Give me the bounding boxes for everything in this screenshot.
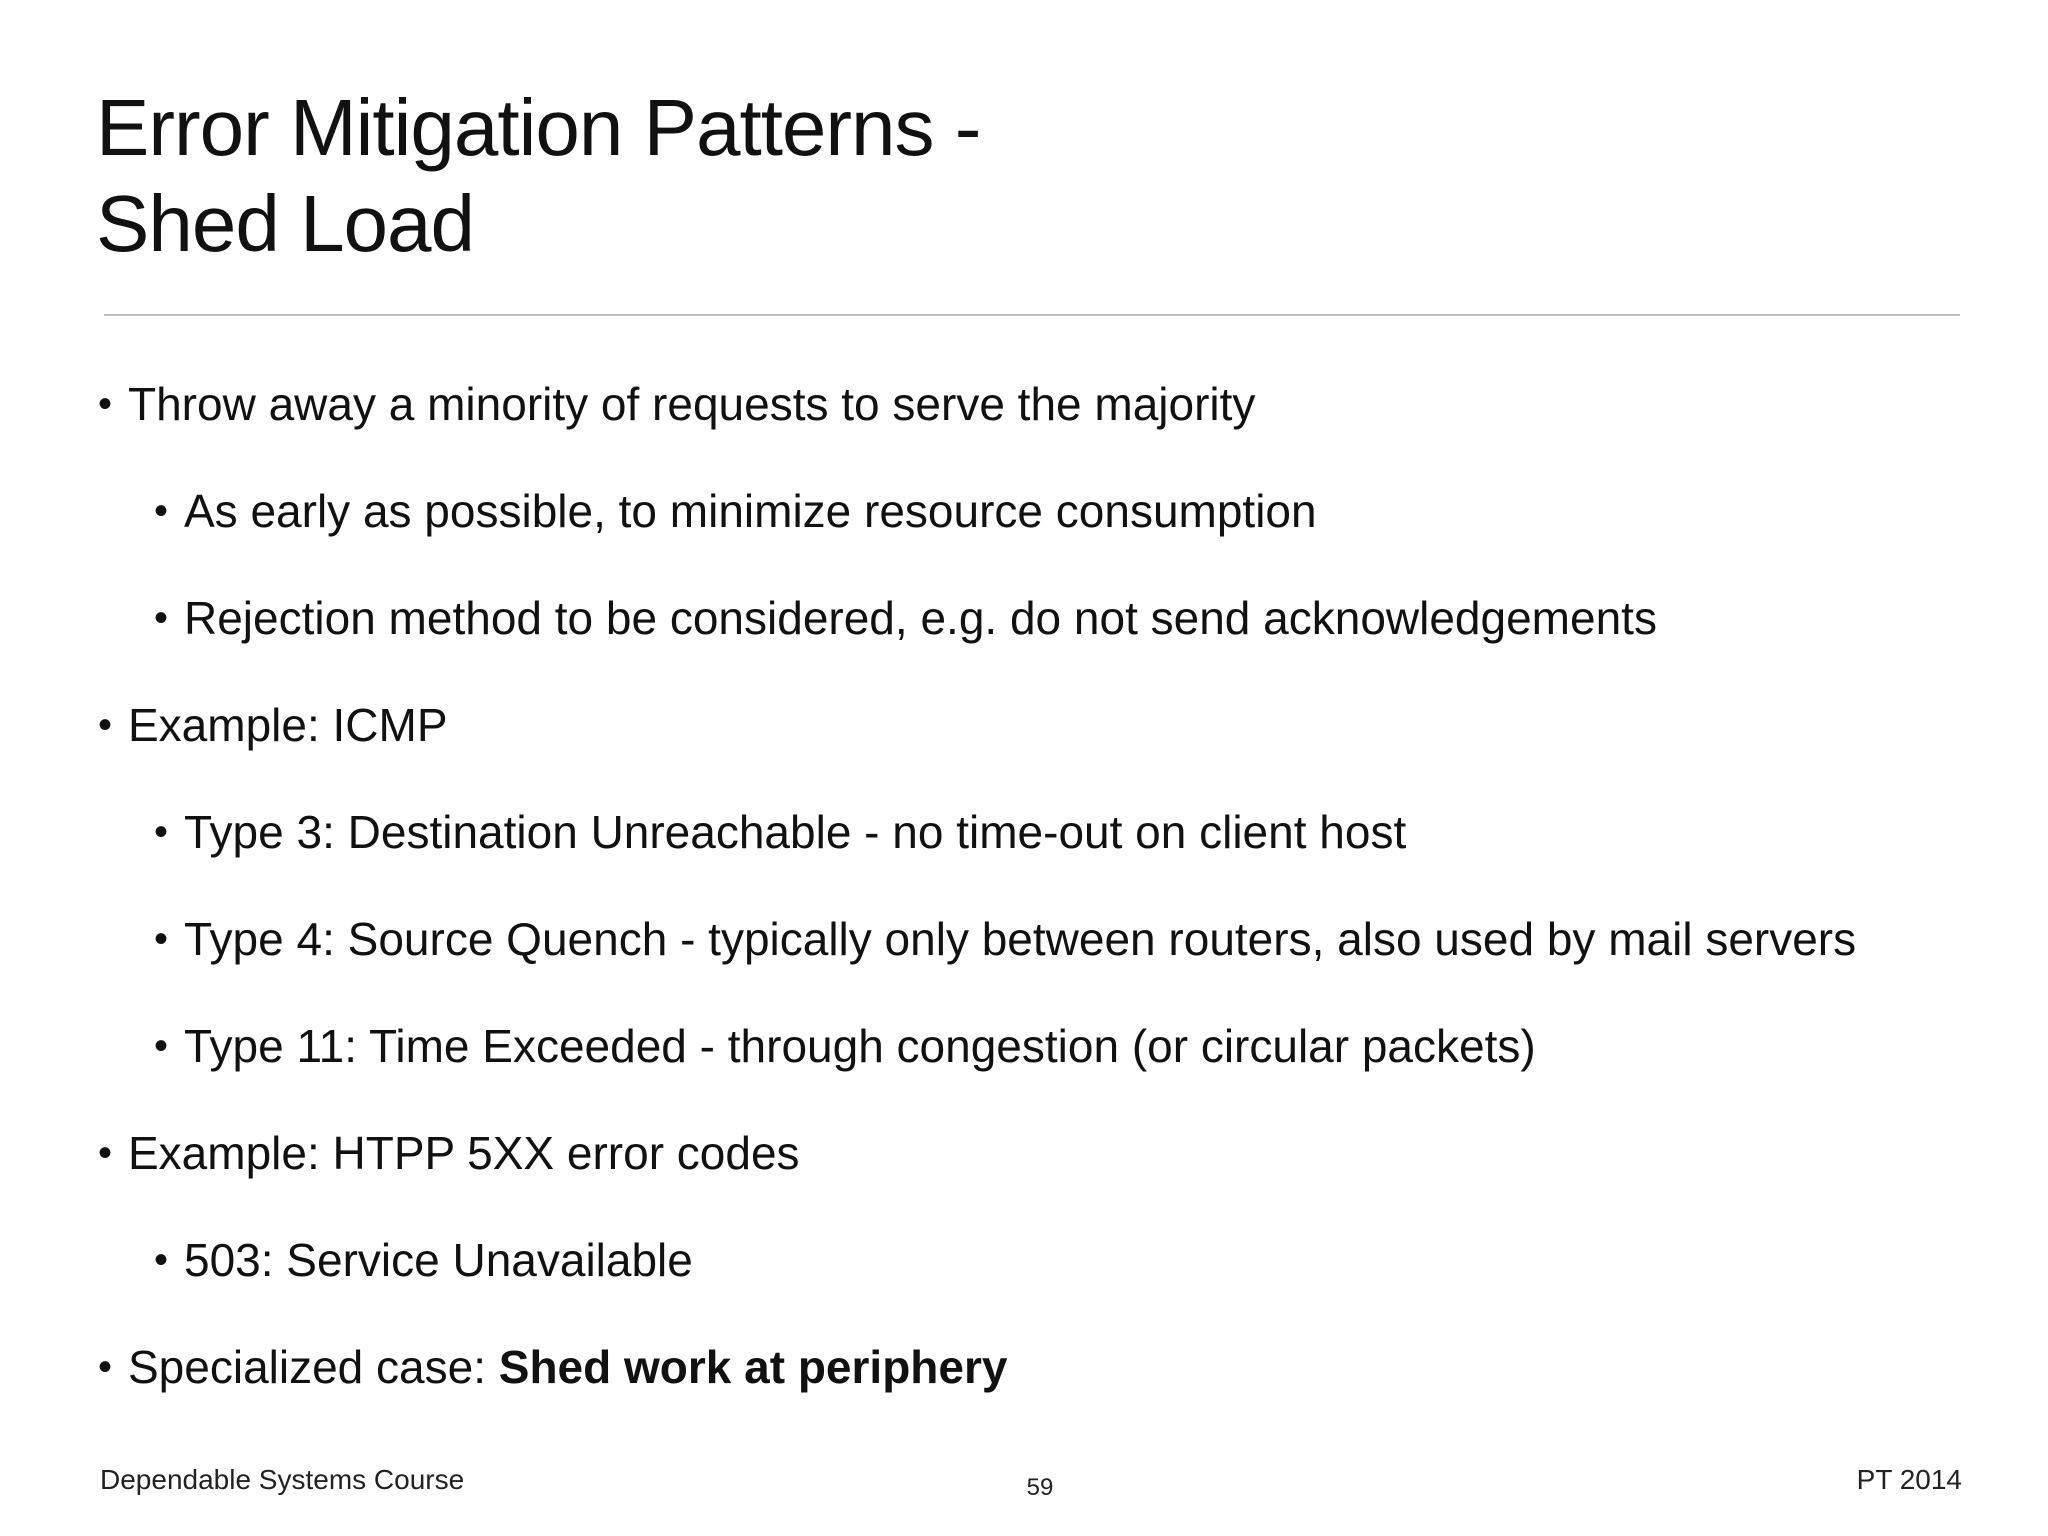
bullet-item: [98, 697, 448, 753]
bullet-item: [98, 1339, 1008, 1395]
bullet-text: Type 11: Time Exceeded - through congestion (or circular packets): [184, 1020, 1536, 1072]
bullet-text: Type 3: Destination Unreachable - no time-out on client host: [184, 806, 1407, 858]
sub-bullet-item: [154, 590, 1657, 646]
sub-bullet-item: [154, 1232, 693, 1288]
sub-bullet-item: [154, 483, 1317, 539]
page-number: 59: [1026, 1474, 1054, 1501]
bullet-dot-icon: •: [98, 703, 113, 747]
bullet-dot-icon: •: [98, 1345, 113, 1389]
title-divider: [104, 314, 1960, 316]
bullet-text: Example: ICMP: [128, 699, 448, 751]
bullet-dot-icon: •: [154, 1238, 169, 1282]
bullet-text: Type 4: Source Quench - typically only between routers, also used by mail servers: [184, 913, 1857, 965]
bullet-text: Example: HTPP 5XX error codes: [128, 1127, 800, 1179]
bullet-dot-icon: •: [98, 382, 113, 426]
sub-bullet-item: [154, 911, 1857, 967]
bullet-dot-icon: •: [154, 810, 169, 854]
bullet-dot-icon: •: [98, 1131, 113, 1175]
sub-bullet-item: [154, 1018, 1536, 1074]
bullet-dot-icon: •: [154, 596, 169, 640]
footer-author-year: PT 2014: [1856, 1464, 1962, 1495]
bullet-text: Specialized case:: [128, 1341, 499, 1393]
bullet-dot-icon: •: [154, 489, 169, 533]
slide-title-line-2: Shed Load: [96, 179, 475, 268]
bullet-text: Rejection method to be considered, e.g. do not send acknowledgements: [184, 592, 1657, 644]
bullet-text: Throw away a minority of requests to serve the majority: [128, 378, 1256, 430]
footer-course-name: Dependable Systems Course: [100, 1464, 465, 1495]
bullet-dot-icon: •: [154, 1024, 169, 1068]
bullet-item: [98, 1125, 800, 1181]
sub-bullet-item: [154, 804, 1407, 860]
bullet-text: 503: Service Unavailable: [184, 1234, 693, 1286]
bullet-text: As early as possible, to minimize resource consumption: [184, 485, 1317, 537]
slide-title: [96, 80, 980, 272]
slide-title-line-1: Error Mitigation Patterns -: [96, 83, 981, 172]
bullet-dot-icon: •: [154, 917, 169, 961]
bullet-item: [98, 376, 1256, 432]
bullet-bold-text: Shed work at periphery: [498, 1341, 1008, 1393]
